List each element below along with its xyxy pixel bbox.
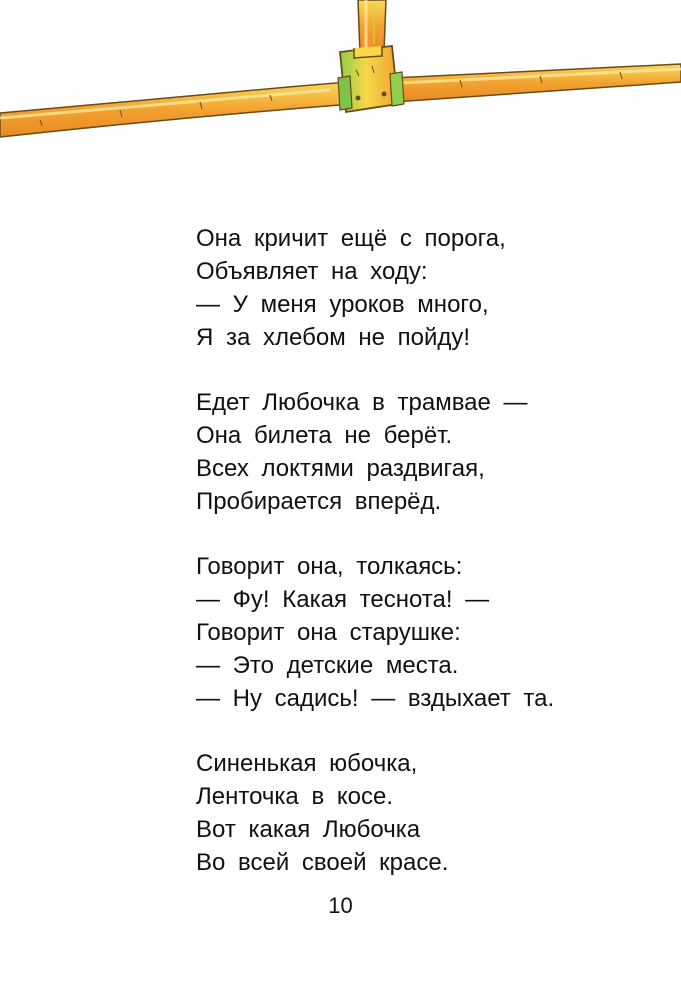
stanza (196, 222, 636, 354)
page-number: 10 (328, 893, 353, 918)
poem-line: Я за хлебом не пойду! (196, 324, 471, 351)
pipe-left (0, 82, 352, 137)
poem-line: Всех локтями раздвигая, (196, 455, 485, 482)
poem-line: Она билета не берёт. (196, 422, 453, 449)
poem-line: Во всей своей красе. (196, 849, 449, 876)
stanza (196, 550, 636, 715)
stanza (196, 747, 636, 879)
poem-line: Вот какая Любочка (196, 816, 421, 843)
poem-line: Объявляет на ходу: (196, 258, 428, 285)
poem (196, 222, 636, 911)
poem-line: Говорит она старушке: (196, 619, 461, 646)
poem-line: — Ну садись! — вздыхает та. (196, 685, 555, 712)
poem-line: Ленточка в косе. (196, 783, 393, 810)
poem-line: — Фу! Какая теснота! — (196, 586, 490, 613)
stanza (196, 386, 636, 518)
poem-line: Синенькая юбочка, (196, 750, 418, 777)
poem-line: Пробирается вперёд. (196, 488, 442, 515)
poem-line: — Это детские места. (196, 652, 459, 679)
poem-line: Говорит она, толкаясь: (196, 553, 463, 580)
pipe-illustration (0, 0, 681, 150)
pipe-vertical (358, 0, 386, 54)
poem-line: Едет Любочка в трамвае — (196, 389, 528, 416)
poem-line: — У меня уроков много, (196, 291, 489, 318)
poem-line: Она кричит ещё с порога, (196, 225, 506, 252)
